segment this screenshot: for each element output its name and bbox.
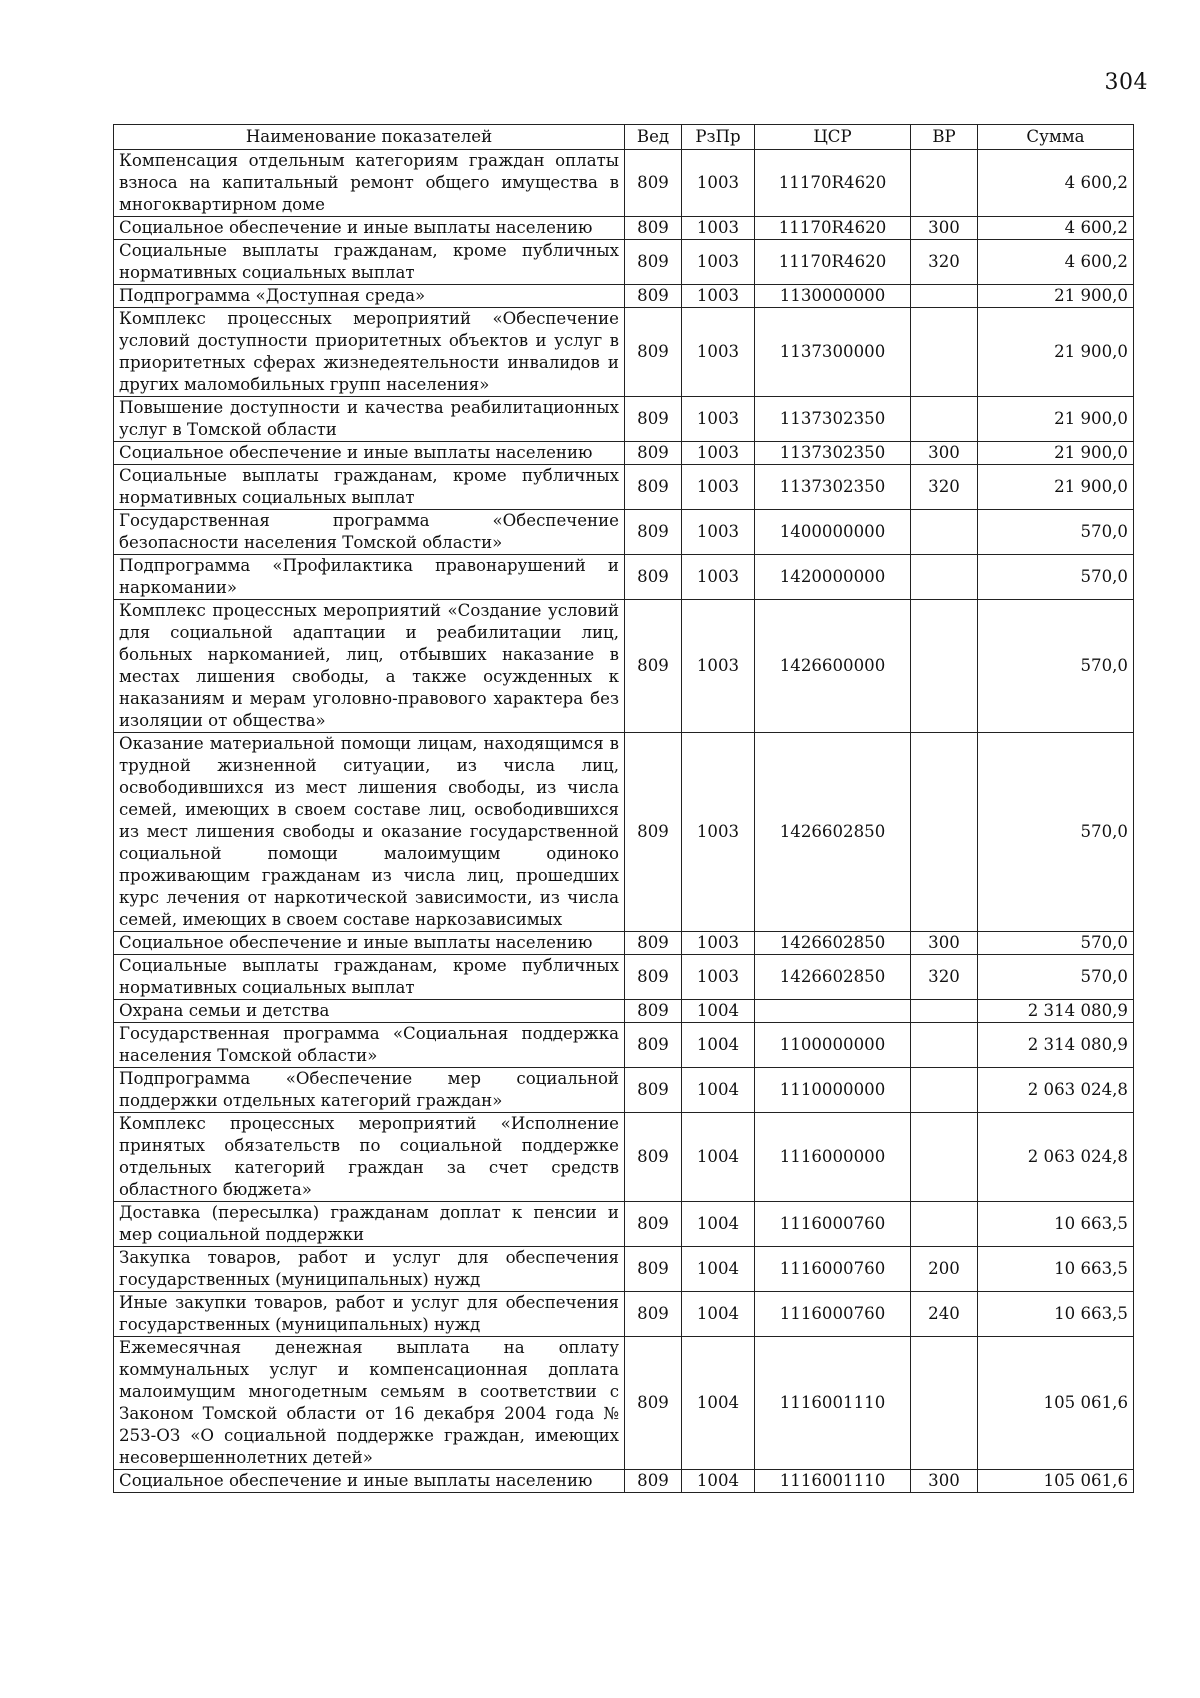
row-name-cell: Подпрограмма «Доступная среда» [114,285,625,308]
row-name-cell: Доставка (пересылка) гражданам доплат к пенсии и мер социальной поддержки [114,1202,625,1247]
row-vr-cell: 320 [911,240,978,285]
row-csr-cell: 11170R4620 [755,150,911,217]
row-rzpr-cell: 1003 [682,397,755,442]
row-name-cell: Государственная программа «Социальная поддержка населения Томской области» [114,1023,625,1068]
row-csr-cell: 11170R4620 [755,240,911,285]
row-rzpr-cell: 1003 [682,932,755,955]
row-csr-cell: 1116000760 [755,1202,911,1247]
row-rzpr-cell: 1004 [682,1470,755,1493]
row-sum-cell: 570,0 [978,600,1134,733]
row-rzpr-cell: 1003 [682,600,755,733]
row-sum-cell: 2 314 080,9 [978,1023,1134,1068]
row-csr-cell: 1116001110 [755,1470,911,1493]
row-name-cell: Социальные выплаты гражданам, кроме публичных нормативных социальных выплат [114,465,625,510]
row-csr-cell: 1426602850 [755,733,911,932]
header-vr: ВР [911,125,978,150]
row-csr-cell: 1116000000 [755,1113,911,1202]
row-vr-cell [911,510,978,555]
row-ved-cell: 809 [625,955,682,1000]
row-ved-cell: 809 [625,150,682,217]
row-ved-cell: 809 [625,465,682,510]
row-sum-cell: 2 063 024,8 [978,1113,1134,1202]
header-rzpr: РзПр [682,125,755,150]
row-rzpr-cell: 1003 [682,555,755,600]
row-sum-cell: 4 600,2 [978,150,1134,217]
row-name-cell: Подпрограмма «Обеспечение мер социальной поддержки отдельных категорий граждан» [114,1068,625,1113]
row-rzpr-cell: 1004 [682,1113,755,1202]
table-row [114,932,1134,955]
row-sum-cell: 21 900,0 [978,285,1134,308]
row-csr-cell: 1100000000 [755,1023,911,1068]
row-vr-cell [911,1023,978,1068]
row-sum-cell: 21 900,0 [978,442,1134,465]
row-ved-cell: 809 [625,510,682,555]
row-name-cell: Социальные выплаты гражданам, кроме публичных нормативных социальных выплат [114,955,625,1000]
row-sum-cell: 570,0 [978,510,1134,555]
row-csr-cell: 1137302350 [755,442,911,465]
row-sum-cell: 2 063 024,8 [978,1068,1134,1113]
row-rzpr-cell: 1003 [682,240,755,285]
row-rzpr-cell: 1004 [682,1000,755,1023]
table-row [114,1337,1134,1470]
row-csr-cell: 1116000760 [755,1247,911,1292]
row-name-cell: Компенсация отдельным категориям граждан оплаты взноса на капитальный ремонт общего имущества в многоквартирном доме [114,150,625,217]
table-row [114,1113,1134,1202]
table-row [114,955,1134,1000]
row-ved-cell: 809 [625,600,682,733]
row-rzpr-cell: 1003 [682,442,755,465]
row-ved-cell: 809 [625,1292,682,1337]
row-sum-cell: 570,0 [978,932,1134,955]
page-number: 304 [1104,70,1148,95]
row-name-cell: Социальное обеспечение и иные выплаты населению [114,442,625,465]
header-sum: Сумма [978,125,1134,150]
row-rzpr-cell: 1003 [682,285,755,308]
row-ved-cell: 809 [625,397,682,442]
row-vr-cell [911,1202,978,1247]
table-row [114,285,1134,308]
row-ved-cell: 809 [625,1202,682,1247]
table-row [114,1000,1134,1023]
row-vr-cell [911,1000,978,1023]
table-row [114,150,1134,217]
row-ved-cell: 809 [625,1337,682,1470]
table-header-row [114,125,1134,150]
row-vr-cell: 320 [911,465,978,510]
row-ved-cell: 809 [625,1000,682,1023]
table-row [114,1247,1134,1292]
row-sum-cell: 10 663,5 [978,1292,1134,1337]
row-ved-cell: 809 [625,285,682,308]
row-vr-cell: 300 [911,932,978,955]
row-csr-cell: 11170R4620 [755,217,911,240]
row-name-cell: Закупка товаров, работ и услуг для обеспечения государственных (муниципальных) нужд [114,1247,625,1292]
table-row [114,1068,1134,1113]
row-ved-cell: 809 [625,308,682,397]
table-row [114,217,1134,240]
row-name-cell: Ежемесячная денежная выплата на оплату коммунальных услуг и компенсационная доплата малоимущим многодетным семьям в соответствии с Законом Томской области от 16 декабря 2004 года № 253-ОЗ «О социальной поддержке граждан, имеющих несовершеннолетних детей» [114,1337,625,1470]
row-sum-cell: 21 900,0 [978,465,1134,510]
row-vr-cell [911,1113,978,1202]
row-vr-cell [911,150,978,217]
row-sum-cell: 570,0 [978,555,1134,600]
row-vr-cell: 300 [911,217,978,240]
row-rzpr-cell: 1003 [682,150,755,217]
row-name-cell: Охрана семьи и детства [114,1000,625,1023]
row-name-cell: Оказание материальной помощи лицам, находящимся в трудной жизненной ситуации, из числа лиц, освободившихся из мест лишения свободы, из числа семей, имеющих в своем составе лиц, освободившихся из мест лишения свободы и оказание государственной социальной помощи малоимущим одиноко проживающим гражданам из числа лиц, прошедших курс лечения от наркотической зависимости, из числа семей, имеющих в своем составе наркозависимых [114,733,625,932]
row-rzpr-cell: 1004 [682,1202,755,1247]
row-vr-cell [911,1068,978,1113]
row-csr-cell: 1137302350 [755,397,911,442]
row-vr-cell: 300 [911,1470,978,1493]
row-vr-cell [911,308,978,397]
budget-table [113,124,1134,1493]
row-vr-cell [911,733,978,932]
row-sum-cell: 105 061,6 [978,1337,1134,1470]
row-csr-cell: 1130000000 [755,285,911,308]
table-row [114,1292,1134,1337]
row-ved-cell: 809 [625,1113,682,1202]
row-rzpr-cell: 1003 [682,510,755,555]
row-sum-cell: 21 900,0 [978,397,1134,442]
row-csr-cell: 1116001110 [755,1337,911,1470]
row-vr-cell [911,1337,978,1470]
row-ved-cell: 809 [625,1247,682,1292]
row-sum-cell: 570,0 [978,733,1134,932]
row-vr-cell [911,555,978,600]
row-vr-cell [911,600,978,733]
row-csr-cell: 1420000000 [755,555,911,600]
row-name-cell: Комплекс процессных мероприятий «Создание условий для социальной адаптации и реабилитации лиц, больных наркоманией, лиц, отбывших наказание в местах лишения свободы, а также осужденных к наказаниям и мерам уголовно-правового характера без изоляции от общества» [114,600,625,733]
table-row [114,240,1134,285]
row-rzpr-cell: 1003 [682,733,755,932]
row-rzpr-cell: 1003 [682,217,755,240]
table-row [114,465,1134,510]
table-row [114,555,1134,600]
row-name-cell: Социальное обеспечение и иные выплаты населению [114,1470,625,1493]
row-ved-cell: 809 [625,442,682,465]
row-csr-cell: 1426600000 [755,600,911,733]
row-rzpr-cell: 1003 [682,308,755,397]
row-ved-cell: 809 [625,1068,682,1113]
row-name-cell: Социальное обеспечение и иные выплаты населению [114,932,625,955]
row-csr-cell: 1426602850 [755,932,911,955]
header-csr: ЦСР [755,125,911,150]
row-ved-cell: 809 [625,1023,682,1068]
table-row [114,1202,1134,1247]
row-ved-cell: 809 [625,932,682,955]
row-rzpr-cell: 1004 [682,1292,755,1337]
row-csr-cell [755,1000,911,1023]
table-row [114,1023,1134,1068]
row-sum-cell: 10 663,5 [978,1247,1134,1292]
row-sum-cell: 21 900,0 [978,308,1134,397]
row-vr-cell [911,285,978,308]
row-vr-cell: 200 [911,1247,978,1292]
table-body [114,150,1134,1493]
row-ved-cell: 809 [625,217,682,240]
row-rzpr-cell: 1004 [682,1023,755,1068]
row-sum-cell: 105 061,6 [978,1470,1134,1493]
row-name-cell: Социальное обеспечение и иные выплаты населению [114,217,625,240]
row-name-cell: Социальные выплаты гражданам, кроме публичных нормативных социальных выплат [114,240,625,285]
row-csr-cell: 1137300000 [755,308,911,397]
row-ved-cell: 809 [625,733,682,932]
row-ved-cell: 809 [625,1470,682,1493]
table-row [114,600,1134,733]
row-csr-cell: 1426602850 [755,955,911,1000]
row-rzpr-cell: 1004 [682,1247,755,1292]
row-rzpr-cell: 1003 [682,955,755,1000]
table-row [114,1470,1134,1493]
header-ved: Вед [625,125,682,150]
row-vr-cell: 320 [911,955,978,1000]
row-rzpr-cell: 1004 [682,1337,755,1470]
row-sum-cell: 4 600,2 [978,240,1134,285]
table-row [114,397,1134,442]
table-row [114,733,1134,932]
row-csr-cell: 1137302350 [755,465,911,510]
row-name-cell: Комплекс процессных мероприятий «Обеспечение условий доступности приоритетных объектов и услуг в приоритетных сферах жизнедеятельности инвалидов и других маломобильных групп населения» [114,308,625,397]
table-row [114,308,1134,397]
row-vr-cell: 300 [911,442,978,465]
row-name-cell: Комплекс процессных мероприятий «Исполнение принятых обязательств по социальной поддержке отдельных категорий граждан за счет средств областного бюджета» [114,1113,625,1202]
row-name-cell: Подпрограмма «Профилактика правонарушений и наркомании» [114,555,625,600]
row-sum-cell: 10 663,5 [978,1202,1134,1247]
table-row [114,442,1134,465]
row-csr-cell: 1116000760 [755,1292,911,1337]
row-sum-cell: 4 600,2 [978,217,1134,240]
row-ved-cell: 809 [625,240,682,285]
row-sum-cell: 570,0 [978,955,1134,1000]
row-rzpr-cell: 1004 [682,1068,755,1113]
row-csr-cell: 1400000000 [755,510,911,555]
row-name-cell: Повышение доступности и качества реабилитационных услуг в Томской области [114,397,625,442]
row-csr-cell: 1110000000 [755,1068,911,1113]
row-ved-cell: 809 [625,555,682,600]
row-vr-cell: 240 [911,1292,978,1337]
table-row [114,510,1134,555]
row-name-cell: Государственная программа «Обеспечение безопасности населения Томской области» [114,510,625,555]
row-rzpr-cell: 1003 [682,465,755,510]
header-name: Наименование показателей [114,125,625,150]
row-sum-cell: 2 314 080,9 [978,1000,1134,1023]
row-name-cell: Иные закупки товаров, работ и услуг для обеспечения государственных (муниципальных) нужд [114,1292,625,1337]
row-vr-cell [911,397,978,442]
